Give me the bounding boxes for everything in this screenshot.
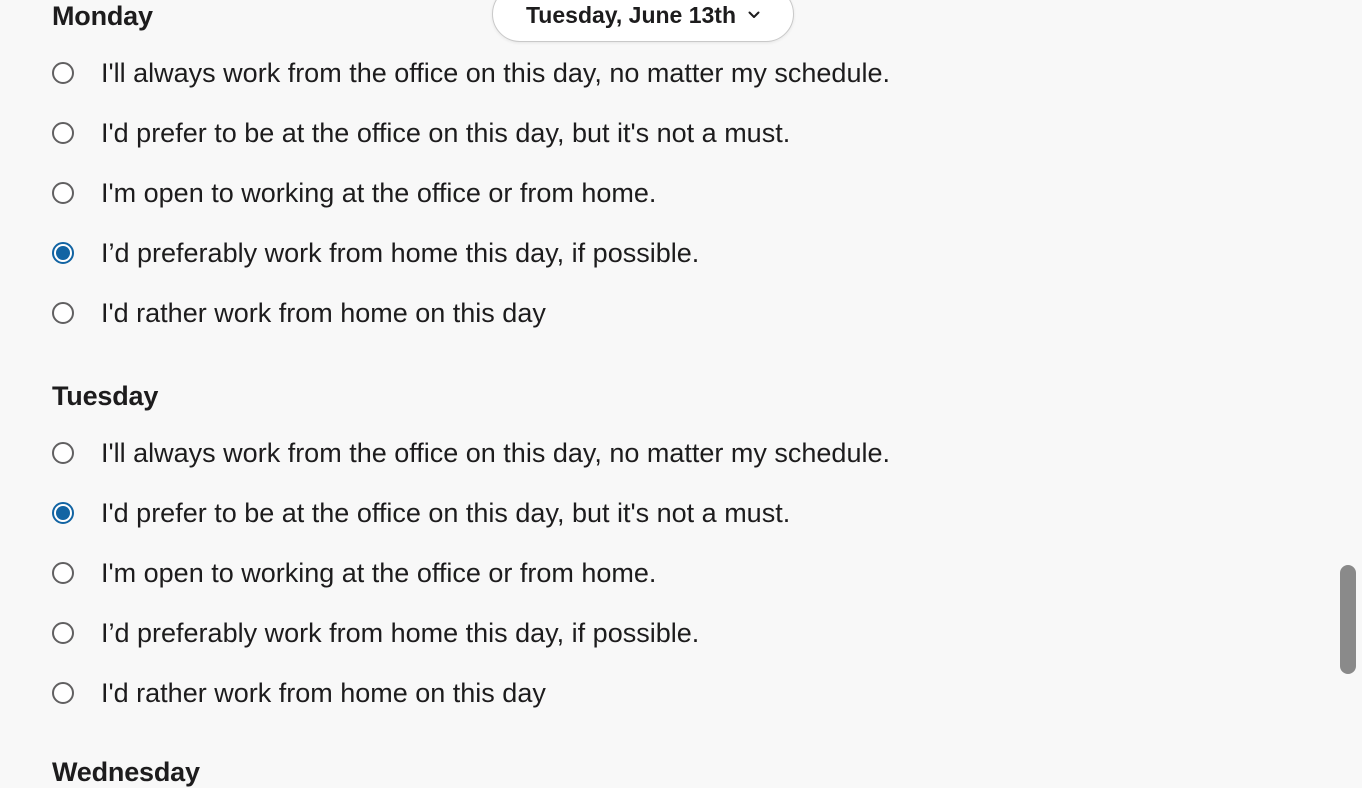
option-monday-2[interactable] [52, 163, 656, 223]
radio-button[interactable] [52, 562, 74, 584]
option-label: I'd rather work from home on this day [101, 678, 546, 708]
option-tuesday-3[interactable] [52, 603, 699, 663]
option-tuesday-0[interactable] [52, 423, 890, 483]
option-monday-3[interactable] [52, 223, 699, 283]
radio-button[interactable] [52, 182, 74, 204]
option-tuesday-1[interactable] [52, 483, 790, 543]
radio-button[interactable] [52, 62, 74, 84]
chevron-down-icon [748, 1, 760, 29]
option-label: I'll always work from the office on this day, no matter my schedule. [101, 438, 890, 468]
day-heading-wednesday: Wednesday [52, 757, 200, 787]
day-heading-monday: Monday [52, 1, 153, 31]
option-monday-4[interactable] [52, 283, 546, 343]
option-tuesday-2[interactable] [52, 543, 656, 603]
option-tuesday-4[interactable] [52, 663, 546, 723]
option-monday-1[interactable] [52, 103, 790, 163]
radio-button[interactable] [52, 502, 74, 524]
radio-button[interactable] [52, 302, 74, 324]
radio-button[interactable] [52, 122, 74, 144]
option-label: I'd rather work from home on this day [101, 298, 546, 328]
option-label: I'd prefer to be at the office on this day, but it's not a must. [101, 118, 791, 148]
radio-button[interactable] [52, 622, 74, 644]
option-label: I’d preferably work from home this day, if possible. [101, 238, 700, 268]
option-label: I'll always work from the office on this day, no matter my schedule. [101, 58, 890, 88]
option-label: I'm open to working at the office or from home. [101, 178, 657, 208]
day-heading-tuesday: Tuesday [52, 381, 159, 411]
option-monday-0[interactable] [52, 43, 890, 103]
radio-button[interactable] [52, 442, 74, 464]
date-picker-button[interactable] [492, 0, 794, 42]
radio-button[interactable] [52, 242, 74, 264]
radio-button[interactable] [52, 682, 74, 704]
option-label: I'd prefer to be at the office on this day, but it's not a must. [101, 498, 791, 528]
option-label: I'm open to working at the office or from home. [101, 558, 657, 588]
option-label: I’d preferably work from home this day, if possible. [101, 618, 700, 648]
scrollbar-thumb[interactable] [1340, 565, 1356, 674]
date-picker-label: Tuesday, June 13th [525, 2, 737, 28]
